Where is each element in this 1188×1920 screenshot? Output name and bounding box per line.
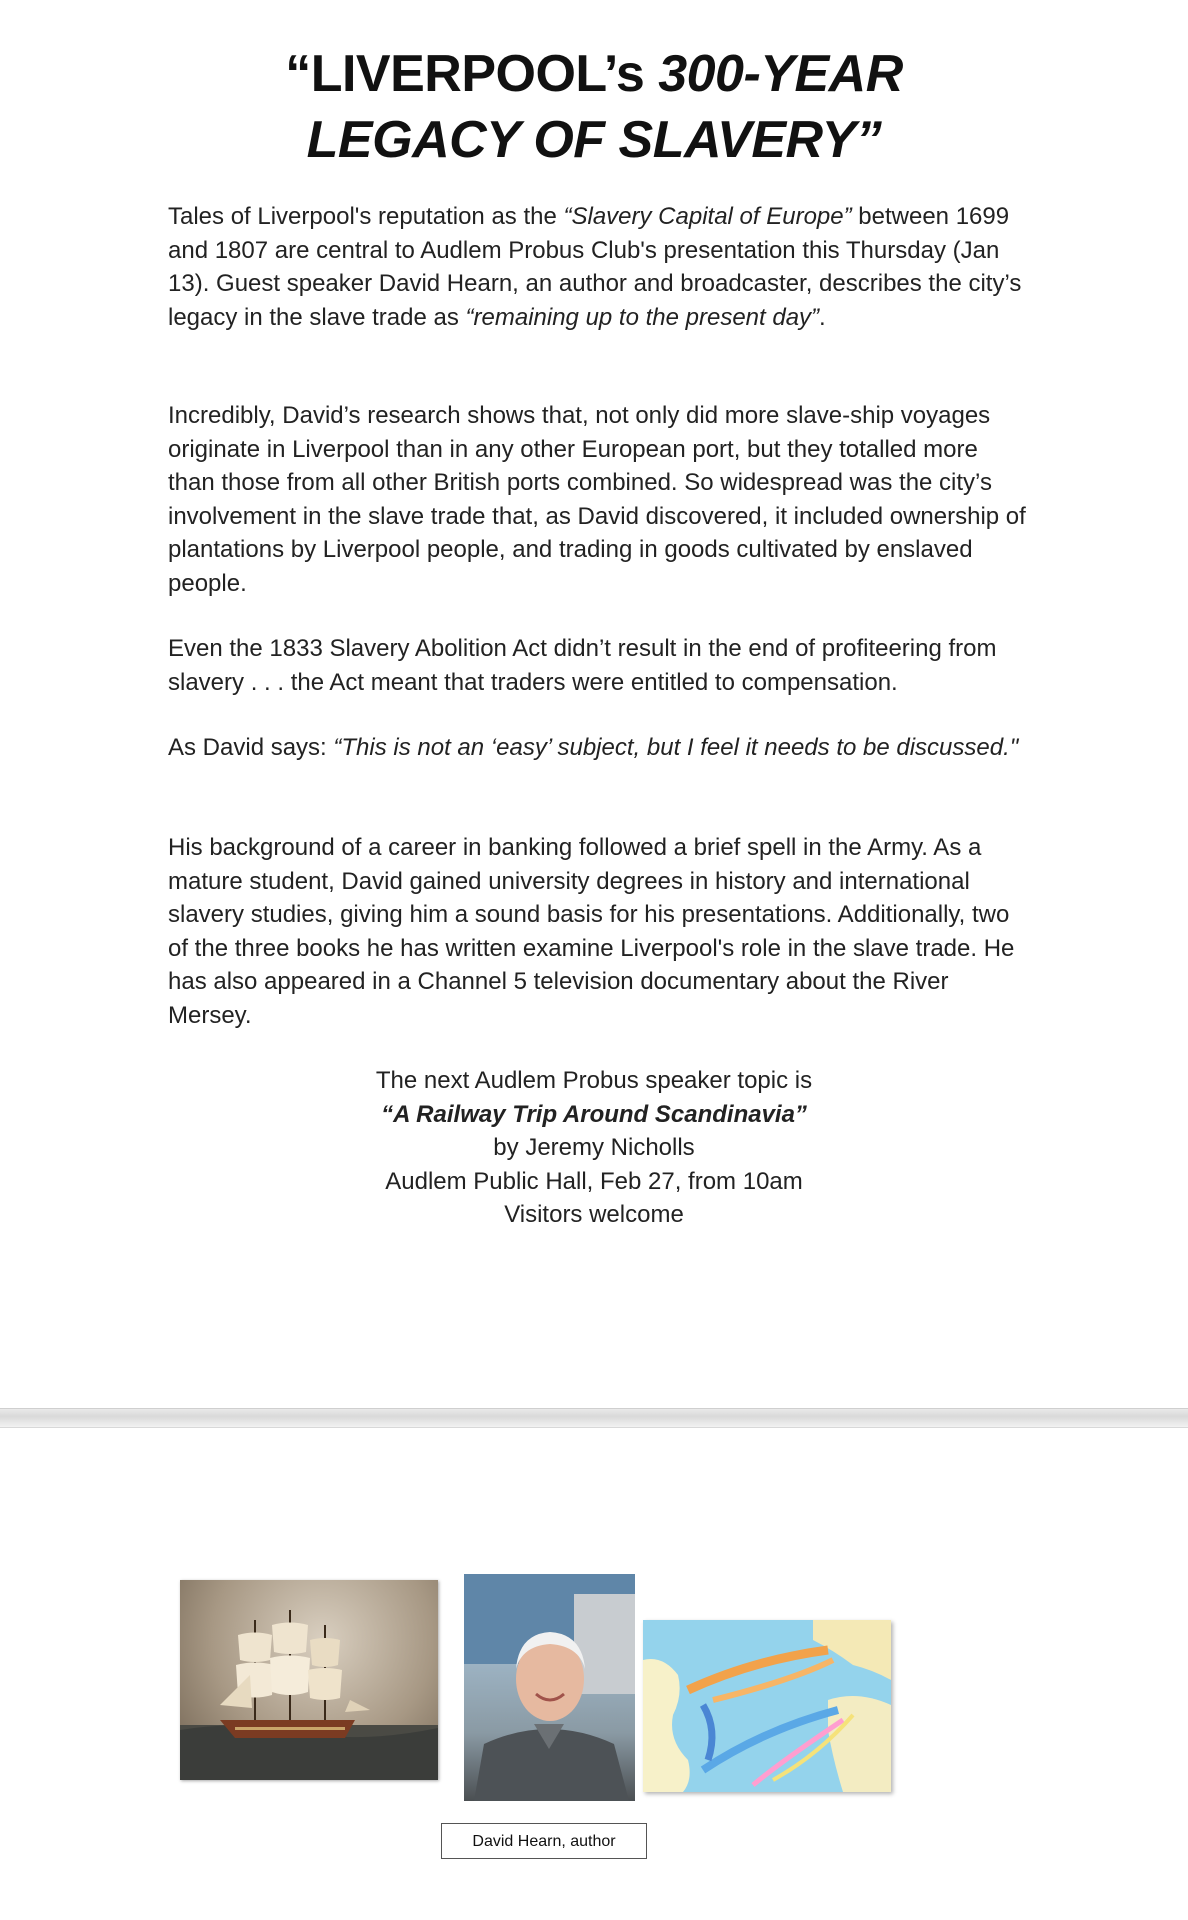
next-talk-intro: The next Audlem Probus speaker topic is — [375, 1067, 813, 1094]
ship-illustration — [180, 1580, 438, 1780]
sailing-ship-painting — [180, 1580, 438, 1780]
next-talk-visitors: Visitors welcome — [504, 1201, 684, 1228]
david-hearn-portrait — [464, 1574, 635, 1801]
paragraph-quote: As David says: “This is not an ‘easy’ subject, but I feel it needs to be discussed." — [168, 734, 1019, 761]
page-divider — [0, 1408, 1188, 1428]
paragraph-background: His background of a career in banking followed a brief spell in the Army. As a mature student, David gained university degrees in history and international slavery studies, giving him a sound basis for his presentations. Additionally, two of the three books he has written examine Liverpool's role in the slave trade. He has also appeared in a Channel 5 television documentary about the River Mersey. — [168, 834, 1015, 1029]
next-talk-announcement — [0, 1064, 1188, 1232]
headline-line-2: LEGACY OF SLAVERY” — [306, 111, 882, 169]
next-talk-speaker: by Jeremy Nicholls — [493, 1134, 695, 1161]
paragraph-research: Incredibly, David’s research shows that, not only did more slave-ship voyages originate in Liverpool than in any other European port, but they totalled more than those from all other British ports combined. So widespread was the city’s involvement in the slave trade that, as David discovered, it included ownership of plantations by Liverpool people, and trading in goods cultivated by enslaved people. — [168, 402, 1026, 597]
portrait-illustration — [464, 1574, 635, 1801]
next-talk-venue: Audlem Public Hall, Feb 27, from 10am — [385, 1167, 803, 1195]
headline-line-1: “LIVERPOOL’s 300-YEAR — [285, 45, 903, 103]
slave-trade-route-map — [643, 1620, 891, 1792]
paragraph-intro: Tales of Liverpool's reputation as the “Slavery Capital of Europe” between 1699 and 1807 are central to Audlem Probus Club's presentation this Thursday (Jan 13). Guest speaker David Hearn, an author and broadcaster, describes the city’s legacy in the slave trade as “remaining up to the present day”. — [168, 203, 1022, 331]
next-talk-topic: “A Railway Trip Around Scandinavia” — [381, 1100, 807, 1128]
paragraph-abolition-act: Even the 1833 Slavery Abolition Act didn’t result in the end of profiteering from slavery . . . the Act meant that traders were entitled to compensation. — [168, 635, 997, 696]
map-illustration — [643, 1620, 891, 1792]
portrait-caption: David Hearn, author — [441, 1823, 647, 1859]
